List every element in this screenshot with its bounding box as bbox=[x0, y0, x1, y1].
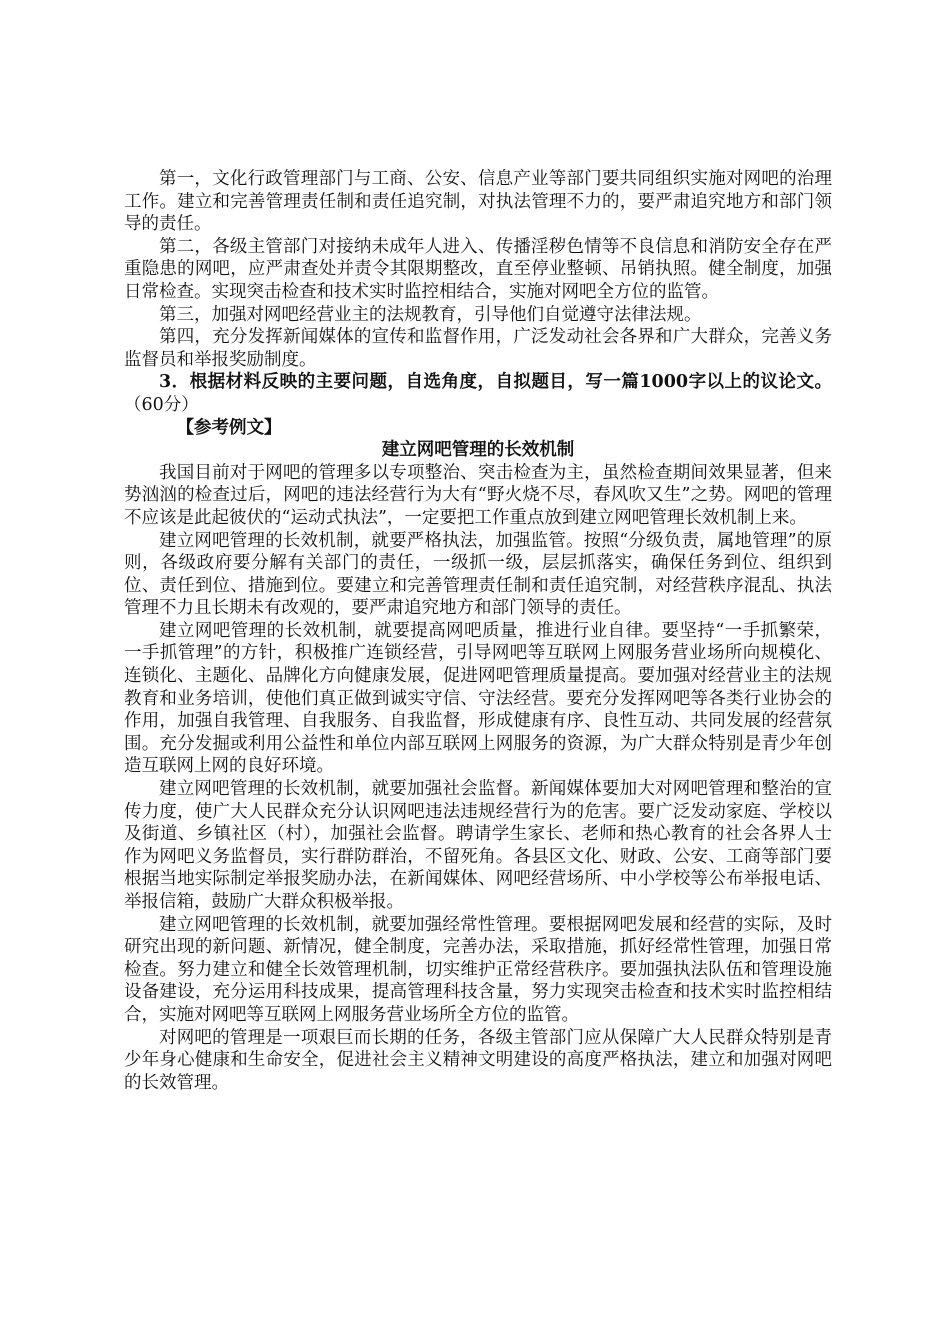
material-paragraph-4: 第四，充分发挥新闻媒体的宣传和监督作用，广泛发动社会各界和广大群众，完善义务监督员和举报奖励制度。 bbox=[124, 327, 832, 370]
question-score: （60分） bbox=[124, 394, 199, 415]
reference-label: 【参考例文】 bbox=[176, 417, 282, 438]
question-text: 3．根据材料反映的主要问题，自选角度，自拟题目，写一篇1000字以上的议论文。 bbox=[159, 372, 832, 393]
essay-paragraph-6: 对网吧的管理是一项艰巨而长期的任务，各级主管部门应从保障广大人民群众特别是青少年身心健康和生命安全，促进社会主义精神文明建设的高度严格执法，建立和加强对网吧的长效管理。 bbox=[124, 1027, 832, 1093]
material-paragraph-2: 第二，各级主管部门对接纳未成年人进入、传播淫秽色情等不良信息和消防安全存在严重隐患的网吧，应严肃查处并责令其限期整改，直至停业整顿、吊销执照。健全制度，加强日常检查。实现突击检查和技术实时监控相结合，实施对网吧全方位的监管。 bbox=[124, 236, 832, 302]
material-paragraph-3: 第三，加强对网吧经营业主的法规教育，引导他们自觉遵守法律法规。 bbox=[159, 304, 702, 325]
essay-paragraph-5: 建立网吧管理的长效机制，就要加强经常性管理。要根据网吧发展和经营的实际，及时研究出现的新问题、新情况，健全制度，完善办法，采取措施，抓好经常性管理，加强日常检查。努力建立和健全长效管理机制，切实维护正常经营秩序。要加强执法队伍和管理设施设备建设，充分运用科技成果，提高管理科技含量，努力实现突击检查和技术实时监控相结合，实施对网吧等互联网上网服务营业场所全方位的监管。 bbox=[124, 914, 832, 1025]
essay-paragraph-2: 建立网吧管理的长效机制，就要严格执法，加强监管。按照“分级负责，属地管理”的原则，各级政府要分解有关部门的责任，一级抓一级，层层抓落实，确保任务到位、组织到位、责任到位、措施到位。要建立和完善管理责任制和责任追究制，对经营秩序混乱、执法管理不力且长期未有改观的，要严肃追究地方和部门领导的责任。 bbox=[124, 530, 832, 619]
essay-paragraph-1: 我国目前对于网吧的管理多以专项整治、突击检查为主，虽然检查期间效果显著，但来势汹汹的检查过后，网吧的违法经营行为大有“野火烧不尽，春风吹又生”之势。网吧的管理不应该是此起彼伏的“运动式执法”，一定要把工作重点放到建立网吧管理长效机制上来。 bbox=[124, 462, 832, 528]
question-3 bbox=[124, 371, 832, 416]
document-body bbox=[124, 168, 832, 1094]
essay-title: 建立网吧管理的长效机制 bbox=[381, 440, 575, 461]
essay-paragraph-3: 建立网吧管理的长效机制，就要提高网吧质量，推进行业自律。要坚持“一手抓繁荣，一手抓管理”的方针，积极推广连锁经营，引导网吧等互联网上网服务营业场所向规模化、连锁化、主题化、品牌化方向健康发展，促进网吧管理质量提高。要加强对经营业主的法规教育和业务培训，使他们真正做到诚实守信、守法经营。要充分发挥网吧等各类行业协会的作用，加强自我管理、自我服务、自我监督，形成健康有序、良性互动、共同发展的经营氛围。充分发掘或利用公益性和单位内部互联网上网服务的资源，为广大群众特别是青少年创造互联网上网的良好环境。 bbox=[124, 620, 832, 777]
essay-paragraph-4: 建立网吧管理的长效机制，就要加强社会监督。新闻媒体要加大对网吧管理和整治的宣传力度，使广大人民群众充分认识网吧违法违规经营行为的危害。要广泛发动家庭、学校以及街道、乡镇社区（村），加强社会监督。聘请学生家长、老师和热心教育的社会各界人士作为网吧义务监督员，实行群防群治，不留死角。各县区文化、财政、公安、工商等部门要根据当地实际制定举报奖励办法，在新闻媒体、网吧经营场所、中小学校等公布举报电话、举报信箱，鼓励广大群众积极举报。 bbox=[124, 779, 832, 912]
material-paragraph-1: 第一，文化行政管理部门与工商、公安、信息产业等部门要共同组织实施对网吧的治理工作。建立和完善管理责任制和责任追究制，对执法管理不力的，要严肃追究地方和部门领导的责任。 bbox=[124, 169, 832, 235]
